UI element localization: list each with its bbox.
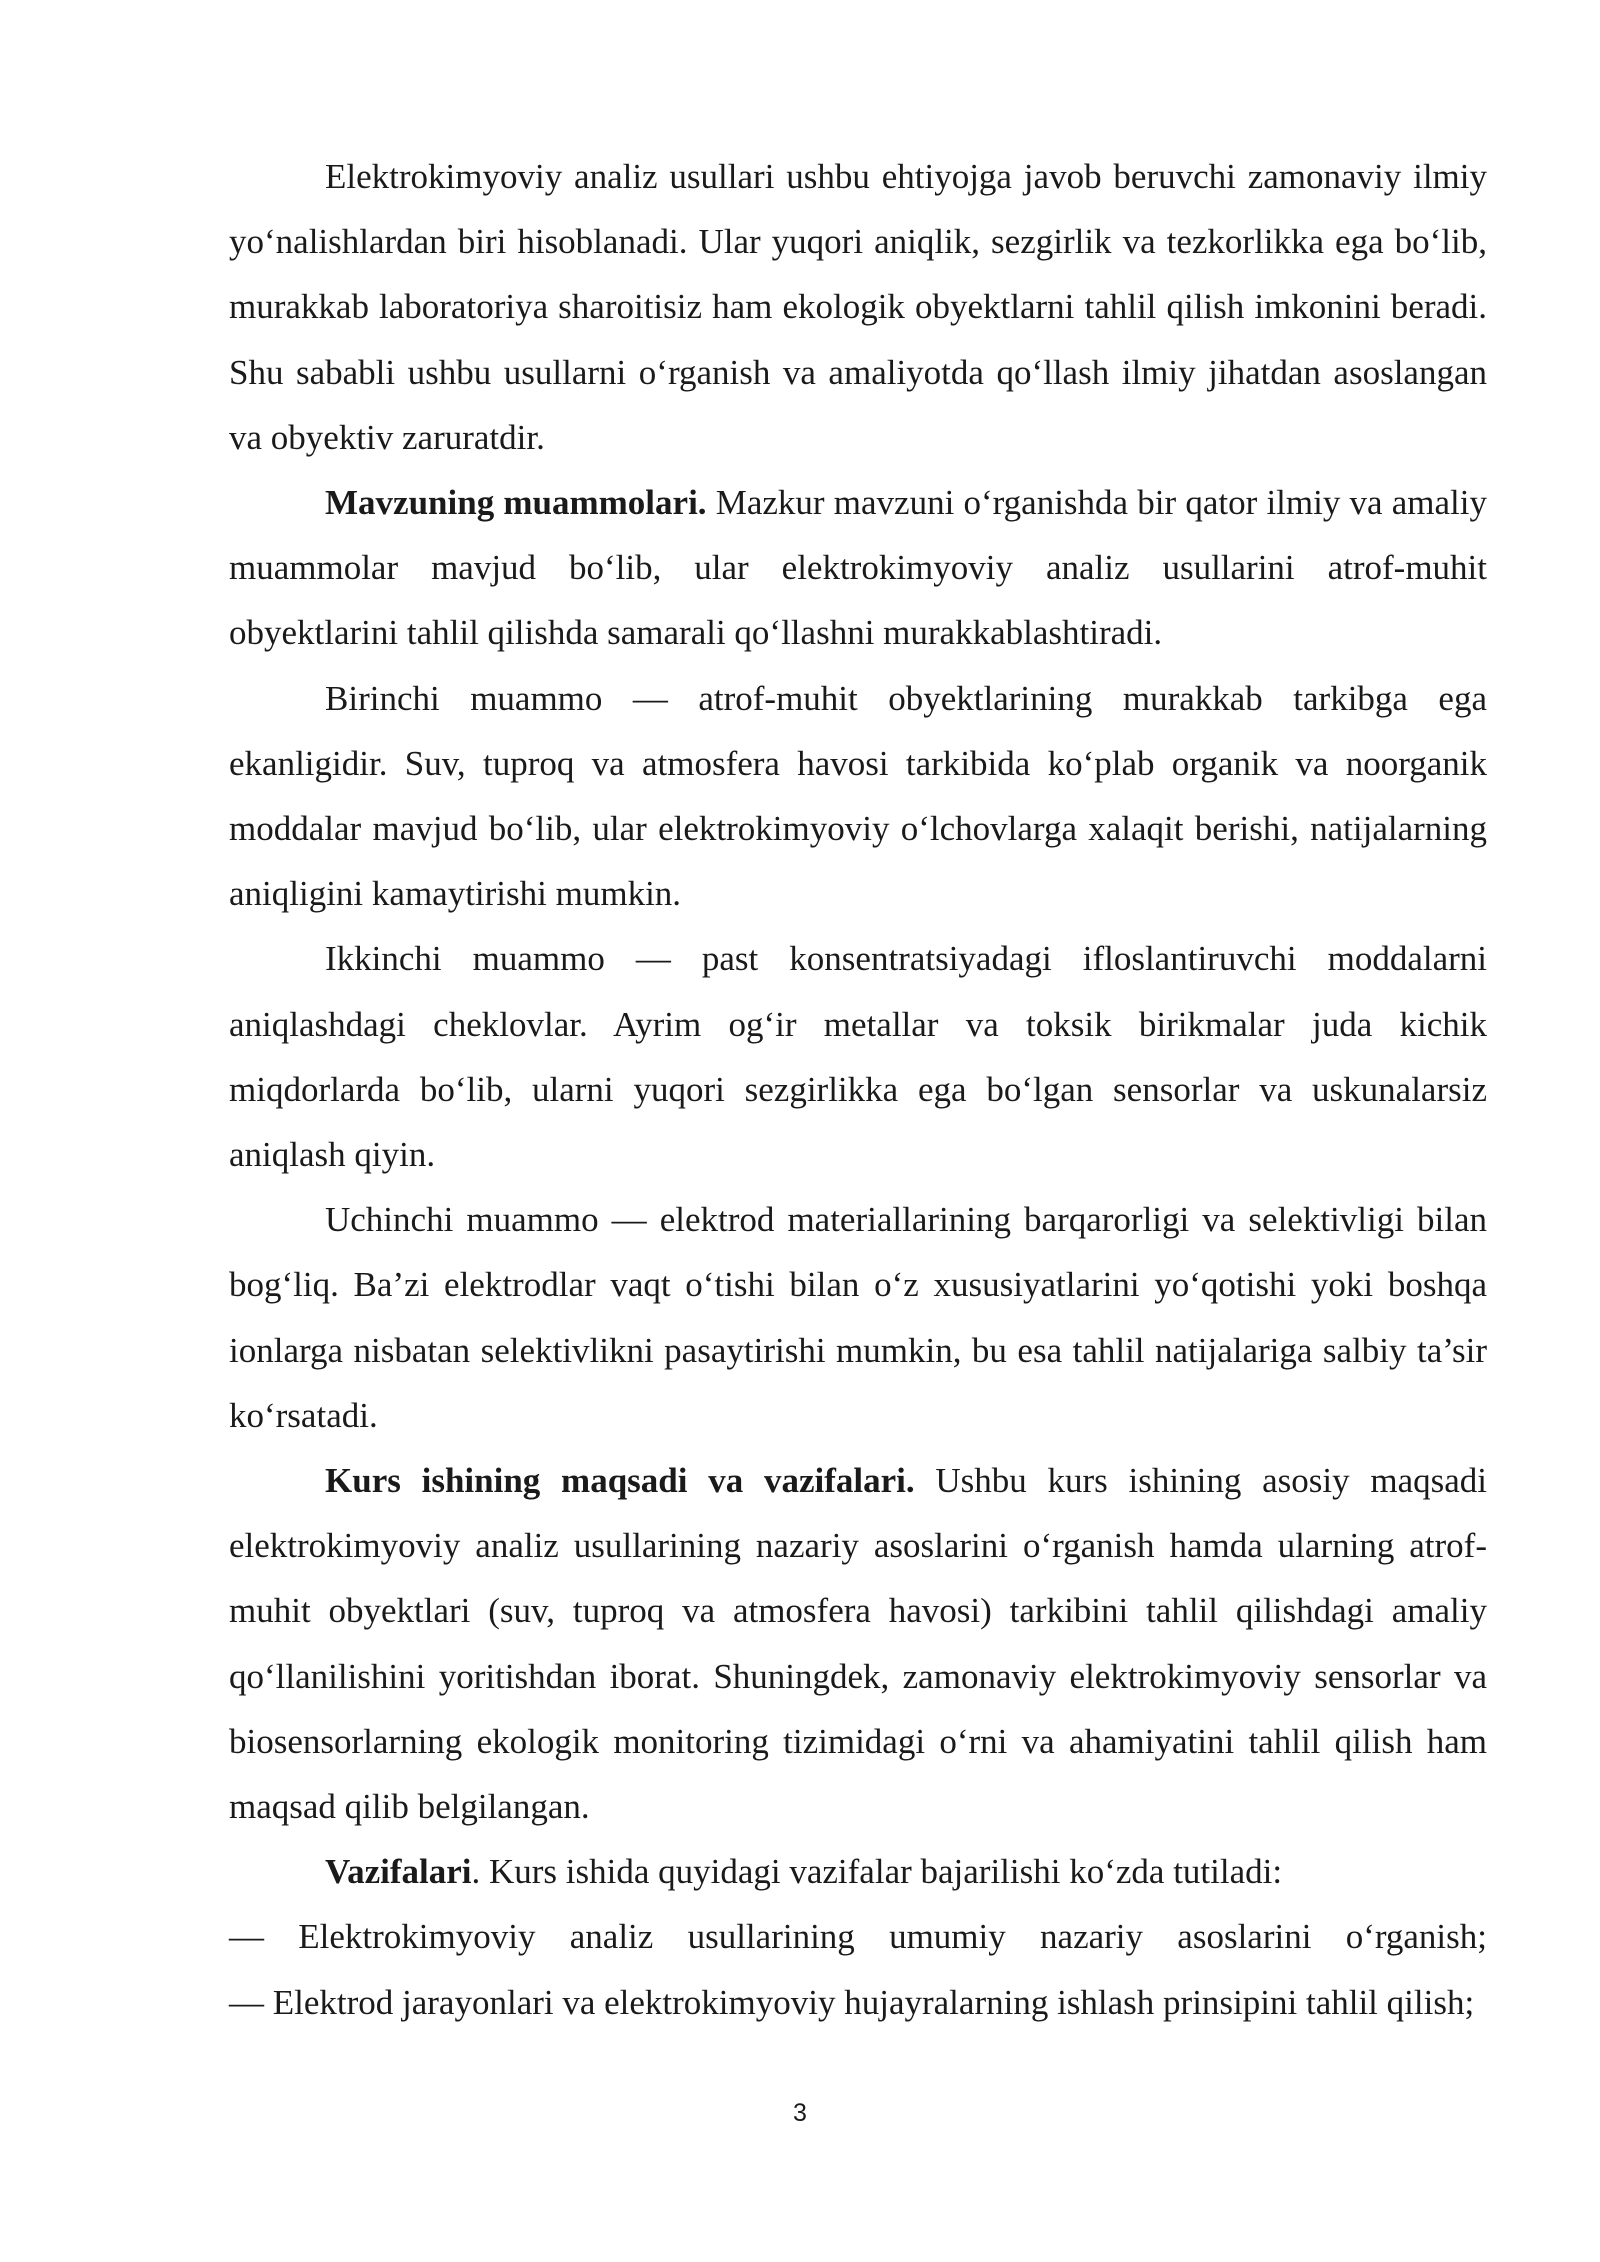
task-item: — Elektrod jarayonlari va elektrokimyoviy hujayralarning ishlash prinsipini tahlil qilish; (229, 1982, 1475, 2022)
tasks-text: . Kurs ishida quyidagi vazifalar bajarilishi ko‘zda tutiladi: (471, 1852, 1283, 1892)
document-page (229, 144, 1487, 2035)
problems-text: Mazkur mavzuni o‘rganishda bir qator ilmiy va amaliy muammolar mavjud bo‘lib, ular elektrokimyoviy analiz usullarini atrof-muhit obyektlarini tahlil qilishda samarali qo‘llashni murakkablashtiradi. (229, 483, 1487, 653)
goal-paragraph (229, 1448, 1487, 1839)
problem-3-paragraph: Uchinchi muammo — elektrod materiallarining barqarorligi va selektivligi bilan bog‘liq. Ba’zi elektrodlar vaqt o‘tishi bilan o‘z xususiyatlarini yo‘qotishi yoki boshqa ionlarga nisbatan selektivlikni pasaytirishi mumkin, bu esa tahlil natijalariga salbiy ta’sir ko‘rsatadi. (229, 1200, 1487, 1435)
task-item: — Elektrokimyoviy analiz usullarining umumiy nazariy asoslarini o‘rganish; (229, 1917, 1487, 1957)
problem-1-paragraph: Birinchi muammo — atrof-muhit obyektlarining murakkab tarkibga ega ekanligidir. Suv, tuproq va atmosfera havosi tarkibida ko‘plab organik va noorganik moddalar mavjud bo‘lib, ular elektrokimyoviy o‘lchovlarga xalaqit berishi, natijalarning aniqligini kamaytirishi mumkin. (229, 678, 1487, 914)
intro-paragraph: Elektrokimyoviy analiz usullari ushbu ehtiyojga javob beruvchi zamonaviy ilmiy yo‘nalishlardan biri hisoblanadi. Ular yuqori aniqlik, sezgirlik va tezkorlikka ega bo‘lib, murakkab laboratoriya sharoitisiz ham ekologik obyektlarni tahlil qilish imkonini beradi. Shu sababli ushbu usullarni o‘rganish va amaliyotda qo‘llash ilmiy jihatdan asoslangan va obyektiv zaruratdir. (229, 157, 1487, 457)
problems-heading: Mavzuning muammolari. (325, 483, 707, 523)
problems-paragraph (229, 470, 1487, 666)
problem-2-paragraph: Ikkinchi muammo — past konsentratsiyadagi ifloslantiruvchi moddalarni aniqlashdagi cheklovlar. Ayrim og‘ir metallar va toksik birikmalar juda kichik miqdorlarda bo‘lib, ularni yuqori sezgirlikka ega bo‘lgan sensorlar va uskunalarsiz aniqlash qiyin. (229, 939, 1487, 1175)
tasks-heading: Vazifalari (325, 1852, 472, 1892)
goal-heading: Kurs ishining maqsadi va vazifalari. (325, 1461, 915, 1501)
tasks-paragraph (229, 1839, 1487, 1904)
goal-text: Ushbu kurs ishining asosiy maqsadi elektrokimyoviy analiz usullarining nazariy asoslarini o‘rganish hamda ularning atrof-muhit obyektlari (suv, tuproq va atmosfera havosi) tarkibini tahlil qilishdagi amaliy qo‘llanilishini yoritishdan iborat. Shuningdek, zamonaviy elektrokimyoviy sensorlar va biosensorlarning ekologik monitoring tizimidagi o‘rni va ahamiyatini tahlil qilish ham maqsad qilib belgilangan. (229, 1461, 1487, 1827)
page-number: 3 (793, 2099, 807, 2127)
